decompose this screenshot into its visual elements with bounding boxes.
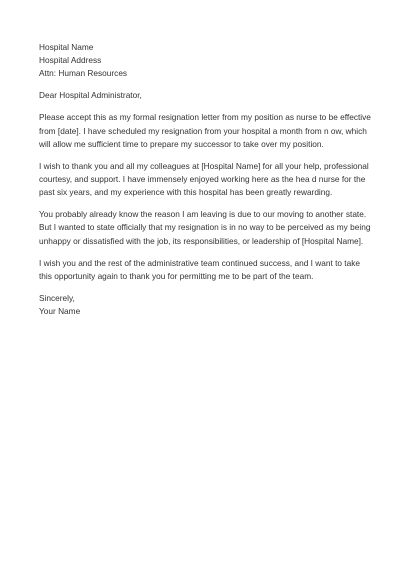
paragraph-line: from [date]. I have scheduled my resignation from your hospital a month from n ow, which bbox=[39, 125, 367, 136]
paragraph-wishes bbox=[39, 257, 369, 283]
paragraph-line: I wish you and the rest of the administrative team continued success, and I want to take bbox=[39, 257, 360, 268]
paragraph-line: this opportunity again to thank you for permitting me to be part of the team. bbox=[39, 270, 314, 281]
paragraph-line: courtesy, and support. I have immensely enjoyed working here as the hea d nurse for the bbox=[39, 174, 366, 185]
paragraph-line: unhappy or dissatisfied with the job, its responsibilities, or leadership of [Hospital Name]. bbox=[39, 235, 364, 246]
paragraph-line: Please accept this as my formal resignation letter from my position as nurse to be effective bbox=[39, 112, 371, 123]
salutation-text: Dear Hospital Administrator, bbox=[39, 90, 142, 101]
paragraph-line: You probably already know the reason I am leaving is due to our moving to another state. bbox=[39, 209, 367, 220]
recipient-address bbox=[39, 41, 369, 81]
paragraph-thanks bbox=[39, 160, 369, 200]
paragraph-line: past six years, and my experience with this hospital has been greatly rewarding. bbox=[39, 187, 333, 198]
paragraph-line: will allow me sufficient time to prepare my successor to take over my position. bbox=[39, 138, 324, 149]
salutation bbox=[39, 89, 369, 102]
signature-name: Your Name bbox=[39, 306, 81, 317]
paragraph-reason bbox=[39, 208, 369, 248]
paragraph-line: I wish to thank you and all my colleagues at [Hospital Name] for all your help, professional bbox=[39, 160, 369, 171]
resignation-letter bbox=[39, 41, 369, 318]
attention-line: Attn: Human Resources bbox=[39, 68, 128, 79]
sign-off bbox=[39, 292, 369, 318]
closing-text: Sincerely, bbox=[39, 292, 75, 303]
hospital-address: Hospital Address bbox=[39, 55, 102, 66]
paragraph-resignation bbox=[39, 111, 369, 151]
paragraph-line: But I wanted to state officially that my resignation is in no way to be perceived as my being bbox=[39, 222, 371, 233]
hospital-name: Hospital Name bbox=[39, 42, 94, 52]
